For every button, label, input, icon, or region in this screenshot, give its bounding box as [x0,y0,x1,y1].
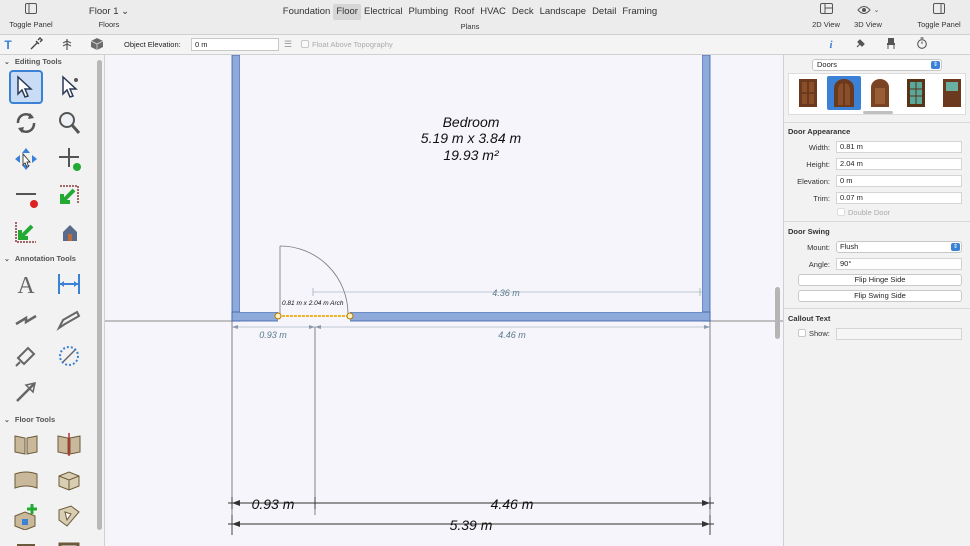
sidebar-left-icon [6,2,56,20]
floor-tool-extra-b[interactable] [52,535,86,546]
cloud-dots-icon [55,342,83,370]
object-elevation-input[interactable]: 0 m [191,38,279,51]
annotation-tools-title: Annotation Tools [14,254,76,263]
window-door-icon [942,78,962,108]
plan-tab-roof[interactable]: Roof [454,6,475,17]
trim-label: Trim: [813,194,830,203]
view-3d-label: 3D View [854,20,882,29]
divider [784,122,970,123]
toggle-panel-right-button[interactable] [913,2,965,29]
view-2d-button[interactable] [808,2,844,29]
editing-tools-title: Editing Tools [14,57,62,66]
floor-hole-tool[interactable] [52,499,86,533]
door-size-label[interactable]: 0.81 m x 2.04 m Arch [282,300,344,307]
inspector-panel [783,55,970,546]
float-above-topography-label: Float Above Topography [312,40,393,49]
room-plus-icon [12,502,40,530]
plan-tab-foundation[interactable]: Foundation [282,6,331,17]
width-input[interactable]: 0.81 m [836,141,962,153]
floor-section-tool[interactable] [52,427,86,461]
door-thumb-arch[interactable] [827,76,861,110]
elevation-label: Elevation: [797,177,830,186]
move-tool[interactable] [9,142,43,176]
angle-label: Angle: [808,260,830,269]
plan-tab-electrical[interactable]: Electrical [363,6,403,17]
door-appearance-heading: Door Appearance [788,127,851,136]
callout-text-heading: Callout Text [788,314,831,323]
floor-box-icon [12,538,40,546]
plans-group [270,4,670,31]
arched-panel-door-icon [870,78,890,108]
delete-point-icon [12,182,40,210]
select-arrows-icon: ⇕ [932,62,939,68]
object-elevation-label: Object Elevation: [124,40,181,49]
text-cursor-tool-icon[interactable]: T [4,38,12,52]
magnifier-icon [55,109,83,137]
floor-stack-icon [55,466,83,494]
callout-tool[interactable] [52,303,86,337]
plan-tab-plumbing[interactable]: Plumbing [408,6,449,17]
tools-scrollbar[interactable] [97,60,102,530]
plan-tab-deck[interactable]: Deck [511,6,534,17]
toggle-panel-right-label: Toggle Panel [917,20,961,29]
large-dimension-right-label: 4.46 m [490,496,534,512]
double-door-checkbox[interactable] [837,208,845,216]
mount-label: Mount: [807,243,830,252]
door-thumb-4[interactable] [899,76,933,110]
total-dimension-label: 5.39 m [449,517,493,533]
flip-swing-side-button[interactable]: Flip Swing Side [798,290,962,302]
material-cube-icon[interactable] [89,37,105,53]
double-arrow-icon [12,306,40,334]
canvas-scrollbar[interactable] [775,287,780,339]
chair-icon[interactable] [883,37,899,53]
plant-icon[interactable] [59,37,75,53]
svg-text:A: A [17,273,35,298]
floor-plan-tool[interactable] [9,427,43,461]
chevron-down-icon: ⌄ [121,6,130,17]
floor-frame-icon [55,538,83,546]
float-above-topography-checkbox[interactable] [301,40,309,48]
floor-split-icon [55,430,83,458]
room-area-label: 19.93 m² [443,147,499,163]
mount-select[interactable] [836,241,962,253]
paint-brush-icon[interactable] [853,37,869,53]
eye-icon [850,2,886,20]
plan-tab-detail[interactable]: Detail [592,6,617,17]
door-thumb-5[interactable] [935,76,969,110]
large-dimension-left-label: 0.93 m [251,496,295,512]
move-arrows-icon [12,145,40,173]
add-point-icon [55,145,83,173]
library-select[interactable] [812,59,942,71]
dimension-tool[interactable] [52,267,86,301]
dimension-icon [55,270,83,298]
text-tool[interactable] [9,267,43,301]
house-icon [55,218,83,246]
height-label: Height: [806,160,830,169]
trim-input[interactable]: 0.07 m [836,192,962,204]
list-icon[interactable]: ☰ [284,39,293,49]
glass-door-icon [906,78,926,108]
library-select-value: Doors [817,60,838,69]
select-arrows-icon: ⇕ [952,244,959,250]
edit-points-tool[interactable] [52,70,86,104]
width-label: Width: [808,143,830,152]
rotate-tool[interactable] [9,106,43,140]
callout-icon [55,306,83,334]
toggle-panel-left-label: Toggle Panel [9,20,53,29]
door-library [788,73,966,115]
extend-tool[interactable] [9,215,43,249]
view-2d-icon [808,2,844,20]
object-toolbar [0,35,970,55]
arrow-points-icon [55,73,83,101]
interior-dimension-label: 4.36 m [492,288,520,298]
view-2d-label: 2D View [812,20,840,29]
mount-select-value: Flush [840,242,859,251]
room-walls[interactable] [232,55,710,321]
floor-hole-icon [55,502,83,530]
add-room-tool[interactable] [9,499,43,533]
door-library-scrollbar[interactable] [863,111,893,114]
extend-arrow-icon [12,218,40,246]
floor-stack-tool[interactable] [52,463,86,497]
floor-book-icon [12,430,40,458]
callout-show-checkbox[interactable] [798,329,806,337]
corner-arrow-icon [55,182,83,210]
door-thumb-3[interactable] [863,76,897,110]
house-tool[interactable] [52,215,86,249]
eyedropper-icon[interactable] [28,37,44,53]
plan-tabs [270,4,670,20]
small-dimension-left-label: 0.93 m [259,330,287,340]
editing-tools-header[interactable] [4,57,62,66]
revision-cloud-tool[interactable] [52,339,86,373]
arrow-pointer-icon [12,73,40,101]
chevron-down-icon: ⌄ [4,59,10,66]
small-dimension-right-label: 4.46 m [498,330,526,340]
floor-tools-header[interactable] [4,415,55,424]
door-swing-heading: Door Swing [788,227,830,236]
select-tool[interactable] [9,70,43,104]
plan-tab-framing[interactable]: Framing [622,6,658,17]
rotate-icon [12,109,40,137]
delete-point-tool[interactable] [9,179,43,213]
room-name-label[interactable]: Bedroom [442,114,500,130]
zoom-tool[interactable] [52,106,86,140]
curved-floor-tool[interactable] [9,463,43,497]
plan-tab-landscape[interactable]: Landscape [539,6,587,17]
double-door-label: Double Door [848,208,891,217]
divider [784,308,970,309]
floor-select-value: Floor 1 [88,6,119,17]
chevron-down-icon: ⌄ [873,7,880,14]
tools-panel [0,55,105,546]
callout-show-label: Show: [809,329,830,338]
door-thumb-1[interactable] [791,76,825,110]
plan-tab-hvac[interactable]: HVAC [480,6,506,17]
info-icon[interactable]: i [829,39,833,51]
add-point-tool[interactable] [52,142,86,176]
plan-tab-floor[interactable]: Floor [333,4,361,20]
main-toolbar [0,0,970,35]
chevron-down-icon: ⌄ [4,417,10,424]
room-dimensions-label: 5.19 m x 3.84 m [420,130,522,146]
door-panel-icon [798,78,818,108]
small-dimension-row[interactable] [232,321,710,515]
floor-tools-title: Floor Tools [14,415,56,424]
flip-hinge-side-button[interactable]: Flip Hinge Side [798,274,962,286]
inspector-tabs [820,37,940,53]
curved-floor-icon [12,466,40,494]
label-tool[interactable] [9,339,43,373]
chevron-down-icon: ⌄ [4,256,10,263]
floors-group [86,4,132,29]
arched-door-icon [833,78,855,108]
toggle-panel-left-button[interactable] [6,2,56,29]
leader-arrow-icon [12,378,40,406]
plan-canvas[interactable] [105,55,783,546]
floor-tool-extra-a[interactable] [9,535,43,546]
text-a-icon [12,270,40,298]
angle-input[interactable]: 90° [836,258,962,270]
view-3d-button[interactable] [850,2,886,29]
divider [784,221,970,222]
floor-plan-drawing [105,55,783,546]
label-arrow-icon [12,342,40,370]
leader-tool[interactable] [9,375,43,409]
sidebar-right-icon [913,2,965,20]
callout-text-input[interactable] [836,328,962,340]
arrow-line-tool[interactable] [9,303,43,337]
annotation-tools-header[interactable] [4,254,76,263]
elevation-input[interactable]: 0 m [836,175,962,187]
corner-join-tool[interactable] [52,179,86,213]
height-input[interactable]: 2.04 m [836,158,962,170]
floor-select[interactable] [86,4,132,20]
floors-label: Floors [98,20,120,29]
plans-label: Plans [460,22,480,31]
stopwatch-icon[interactable] [914,37,930,53]
